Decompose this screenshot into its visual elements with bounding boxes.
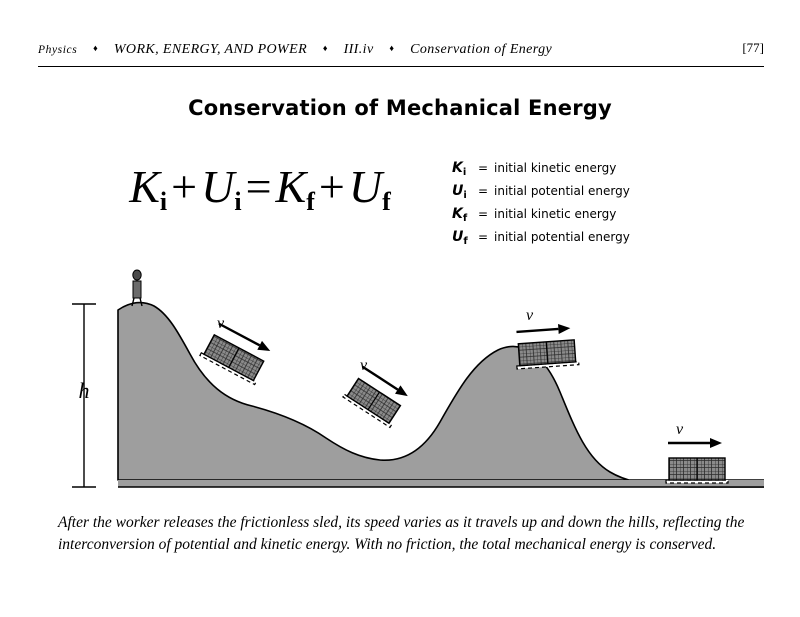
legend-item bbox=[452, 183, 752, 206]
equation-equals: = bbox=[245, 161, 272, 212]
equation-term-ui: U bbox=[201, 161, 235, 212]
velocity-label-3: v bbox=[526, 307, 534, 324]
velocity-label-1: v bbox=[217, 315, 225, 332]
velocity-arrow-3 bbox=[516, 323, 571, 337]
equation-term-ki: K bbox=[129, 161, 160, 212]
equation-sub-i: i bbox=[159, 187, 168, 216]
header-divider bbox=[38, 66, 764, 67]
sled-2 bbox=[343, 377, 403, 428]
header-separator-icon: ♦ bbox=[322, 43, 328, 53]
legend-symbol: $U_i$ bbox=[452, 183, 467, 201]
velocity-arrow-4 bbox=[668, 438, 722, 448]
worker-figure bbox=[132, 270, 142, 306]
sled-1 bbox=[200, 333, 266, 384]
equation-plus: + bbox=[318, 161, 345, 212]
legend-item bbox=[452, 160, 752, 183]
legend-equals: = bbox=[478, 230, 489, 244]
legend-symbol: $K_f$ bbox=[452, 206, 468, 224]
figure-hill-sled-diagram bbox=[38, 258, 764, 503]
header-separator-icon: ♦ bbox=[93, 43, 99, 53]
page-title: Conservation of Mechanical Energy bbox=[188, 96, 612, 120]
equation-term-uf: U bbox=[348, 161, 383, 212]
legend-item bbox=[452, 229, 752, 252]
header-subject: Physics bbox=[38, 44, 78, 56]
header-section: III.iv bbox=[343, 42, 374, 57]
equation-sub-f: f bbox=[306, 187, 315, 216]
header-separator-icon: ♦ bbox=[389, 43, 395, 53]
legend-symbol: $K_i$ bbox=[452, 160, 467, 178]
legend-symbol: $U_f$ bbox=[452, 229, 468, 247]
equation-term-kf: K bbox=[275, 161, 307, 212]
page-number: [77] bbox=[742, 40, 764, 55]
legend-text: initial kinetic energy bbox=[494, 207, 617, 221]
sled-4 bbox=[666, 458, 728, 483]
sled-3 bbox=[515, 340, 579, 369]
velocity-label-4: v bbox=[676, 421, 684, 438]
page-header bbox=[38, 42, 764, 68]
legend-text: initial kinetic energy bbox=[494, 161, 617, 175]
legend-text: initial potential energy bbox=[494, 230, 630, 244]
header-breadcrumb bbox=[38, 42, 678, 58]
velocity-label-2: v bbox=[360, 357, 368, 374]
figure-caption: After the worker releases the frictionless sled, its speed varies as it travels up and down the hills, reflecting the interconversion of potential and kinetic energy. With no friction, the total mechanical energy is conserved. bbox=[58, 514, 745, 553]
legend-text: initial potential energy bbox=[494, 184, 630, 198]
header-unit: WORK, ENERGY, AND POWER bbox=[113, 42, 308, 57]
height-label: h bbox=[78, 378, 90, 403]
legend-equals: = bbox=[478, 184, 489, 198]
legend bbox=[452, 160, 752, 252]
legend-equals: = bbox=[478, 207, 489, 221]
legend-item bbox=[452, 206, 752, 229]
hill-terrain bbox=[118, 303, 764, 487]
header-topic: Conservation of Energy bbox=[410, 42, 553, 57]
legend-equals: = bbox=[478, 161, 489, 175]
equation-conservation-of-mechanical-energy bbox=[95, 160, 425, 217]
equation-sub-f: f bbox=[382, 187, 391, 216]
equation-plus: + bbox=[171, 161, 198, 212]
equation-sub-i: i bbox=[234, 187, 242, 216]
